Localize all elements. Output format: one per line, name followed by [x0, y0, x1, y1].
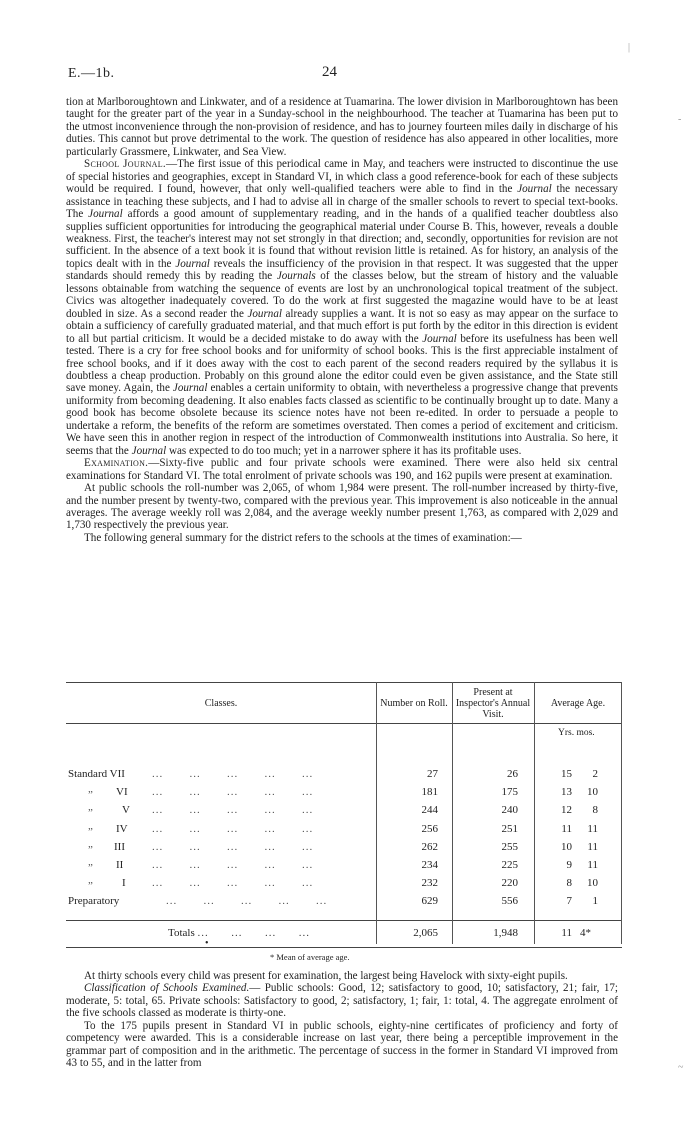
leader-dots: ... ... ... ... ...	[166, 895, 328, 908]
cell-roll: 256	[421, 822, 438, 835]
cell-mos: 11	[587, 822, 598, 835]
header-age: Average Age.	[550, 697, 606, 709]
cell-roll: 244	[421, 804, 438, 817]
row-label: Standard VII	[68, 768, 125, 780]
paragraph-classification: Classification of Schools Examined.— Public schools: Good, 12; satisfactory to good, 10; satisfactory, 21; fair, 17; moderate, 5: total, 65. Private schools: Satisfactory to good, 2; satisfactory, 1; fair, 1: total, 4. The aggregate enrolment of the five schools classed as moderate is thirty-one.	[66, 982, 619, 1020]
row-label: VI	[116, 786, 128, 799]
margin-mark: -	[678, 114, 682, 125]
ditto-mark: „	[88, 837, 93, 850]
header-roll: Number on Roll.	[380, 697, 448, 709]
table-body	[66, 724, 622, 920]
cell-mos: 10	[587, 786, 598, 799]
cell-yrs: 10	[561, 840, 572, 853]
row-label: Preparatory	[68, 895, 120, 908]
cell-roll: 232	[421, 877, 438, 890]
cell-yrs: 13	[561, 786, 572, 799]
table-row	[66, 856, 622, 875]
ditto-mark: „	[88, 801, 93, 814]
table-row	[66, 895, 622, 911]
table-row	[66, 768, 622, 784]
totals-yrs: 11	[561, 927, 572, 939]
header-present: Present at Inspector's Annual Visit.	[455, 686, 531, 720]
leader-dots: ... ... ... ... ...	[152, 768, 314, 780]
cell-yrs: 11	[561, 822, 572, 835]
age-units: Yrs. mos.	[558, 728, 595, 738]
totals-label: Totals ... ... ... ...	[168, 927, 310, 939]
cell-roll: 234	[421, 859, 438, 871]
cell-roll: 262	[421, 840, 438, 853]
cell-mos: 11	[587, 859, 598, 871]
footnote-marker: •	[205, 938, 209, 949]
ditto-mark: „	[88, 819, 93, 832]
leader-dots: ... ... ... ... ...	[152, 786, 314, 799]
totals-roll: 2,065	[413, 927, 438, 939]
cell-present: 255	[501, 840, 518, 853]
row-label: I	[122, 877, 126, 890]
cell-present: 220	[501, 877, 518, 890]
table-row	[66, 819, 622, 839]
ditto-mark: „	[88, 856, 93, 868]
paragraph-examination: Examination.—Sixty-five public and four private schools were examined. There were also held six central examinations for Standard VI. The total enrolment of private schools was 190, and 162 pupils were present at examination.	[66, 457, 618, 482]
totals-present: 1,948	[493, 927, 518, 939]
cell-present: 251	[501, 822, 518, 835]
row-label: II	[116, 859, 124, 871]
column-divider	[376, 682, 377, 944]
cell-mos: 8	[592, 804, 598, 817]
cell-mos: 1	[592, 895, 598, 908]
document-reference: E.—1b.	[68, 66, 115, 81]
cell-yrs: 12	[561, 804, 572, 817]
row-label: III	[114, 840, 125, 853]
margin-mark: ~	[678, 1062, 684, 1073]
leader-dots: ... ... ... ... ...	[152, 877, 314, 890]
paragraph-school-journal: School Journal.—The first issue of this periodical came in May, and teachers were instructed to discontinue the use of special histories and geographies, except in Standard VI, in which class a good reference-book for each of these subjects would be required. I found, however, that only well-qualified teachers were able to find in the Journal the necessary assistance in teaching these subjects, and I had to advise all in charge of the smaller schools to revert to special text-books. The Journal affords a good amount of supplementary reading, and in the hands of a qualified teacher doubtless also supplies sufficient opportunities for introducing the geographical material under Course B. This, however, reveals a double weakness. First, the teacher's interest may not set strongly in that direction; and, secondly, opportunities for revision are not sufficient. In the absence of a text book it is found that without revision little is retained. As for history, an analysis of the topics dealt with in the Journal reveals the insufficiency of the provision in that respect. It was suggested that the upper standards should remedy this by reading the Journals of the classes below, but the stream of history and the valuable lessons obtainable from watching the sequence of events are lost by an unchronological topical treatment of the subject. Civics was altogether inadequately covered. To do the work at first suggested the magazine would have to be at least doubled in size. As a second reader the Journal already supplies a want. It is not so easy as may appear on the surface to obtain a sufficiency of carefully graduated material, and that much effort is put forth by the editor in this direction is evident to all but partial criticism. It would be a decided mistake to do away with the Journal before its usefulness has been well tested. There is a cry for free school books and for uniformity of school books. This is the first appreciable instalment of free school books, and if it does away with the cost to each parent of the second readers required by the syllabus it is doubtless a cheap production. Probably on this ground alone the editor could even be given assistance, and the State still save money. Again, the Journal enables a certain uniformity to obtain, with nevertheless a progressive change that prevents uniformity from becoming deadening. It also enables facts classed as scientific to be continually brought up to date. Many a good book has become obsolete because its science notes have not been re-edited. In order to persuade a people to undertake a reform, the benefits of the reform are sometimes overstated. Then comes a period of excitement and criticism. We have seen this in another region in respect of the introduction of Commonwealth institutions into Australia. So here, it seems that the Journal was expected to do too much; yet in a narrower sphere it has its profitable uses.	[66, 158, 619, 457]
paragraph-summary-intro: The following general summary for the district refers to the schools at the times of examination:—	[84, 531, 522, 544]
heading-school-journal: School Journal.	[84, 158, 167, 171]
summary-table	[66, 682, 622, 948]
table-row	[66, 874, 622, 893]
table-header	[66, 682, 622, 724]
cell-present: 240	[501, 804, 518, 817]
cell-roll: 629	[421, 895, 438, 908]
table-row	[66, 801, 622, 820]
cell-mos: 11	[587, 840, 598, 853]
cell-yrs: 8	[566, 877, 572, 890]
ditto-mark: „	[88, 874, 93, 887]
cell-present: 26	[507, 768, 518, 780]
cell-roll: 27	[427, 768, 438, 780]
column-divider	[621, 682, 622, 944]
heading-classification: Classification of Schools Examined.	[84, 982, 250, 995]
cell-present: 175	[501, 786, 518, 799]
page-number: 24	[322, 64, 337, 80]
paragraph-standard-vi: To the 175 pupils present in Standard VI in public schools, eighty-nine certificates of proficiency and forty of competency were awarded. This is a considerable increase on last year, there being a perceptible improvement in the grammar part of composition and in the arithmetic. The percentage of success in the former in Standard VI improved from 43 to 55, and in the latter from	[66, 1019, 618, 1070]
cell-mos: 2	[592, 768, 598, 780]
body-text-bottom	[66, 970, 618, 1070]
ditto-mark: „	[88, 783, 93, 796]
row-label: IV	[116, 822, 128, 835]
table-totals	[66, 920, 622, 948]
paragraph-roll-number: At public schools the roll-number was 2,065, of whom 1,984 were present. The roll-number increased by thirty-five, and the number present by twenty-two, compared with the previous year. This improvement is also noticeable in the annual averages. The average weekly roll was 2,084, and the average weekly number present 1,763, as compared with 2,029 and 1,730 respectively the previous year.	[66, 482, 618, 532]
paragraph-thirty-schools: At thirty schools every child was present for examination, the largest being Havelock with sixty-eight pupils.	[84, 970, 568, 982]
margin-mark: |	[628, 42, 631, 53]
column-divider	[452, 682, 453, 944]
column-divider	[534, 682, 535, 944]
row-label: V	[122, 804, 130, 817]
table-footnote: * Mean of average age.	[270, 952, 350, 962]
paragraph-residence: tion at Marlboroughtown and Linkwater, and of a residence at Tuamarina. The lower division in Marlboroughtown has been taught for the greater part of the year in a Sunday-school in the neighbourhood. The teacher at Tuamarina has been put to the utmost inconvenience through the non-provision of residence, and has to journey fourteen miles daily in discharge of his duties. This cannot but prove detrimental to the work. The question of residence has also appeared in other localities, more particularly Grassmere, Linkwater, and Sea View.	[66, 96, 618, 158]
leader-dots: ... ... ... ... ...	[152, 804, 314, 817]
cell-yrs: 9	[566, 859, 572, 871]
cell-yrs: 15	[561, 768, 572, 780]
body-text-top	[66, 96, 618, 544]
leader-dots: ... ... ... ... ...	[152, 822, 314, 835]
table-row	[66, 837, 622, 857]
totals-mos: 4*	[580, 927, 591, 939]
table-row	[66, 783, 622, 802]
cell-present: 225	[501, 859, 518, 871]
leader-dots: ... ... ... ... ...	[152, 840, 314, 853]
header-classes: Classes.	[204, 697, 238, 709]
cell-yrs: 7	[566, 895, 572, 908]
heading-examination: Examination.	[84, 457, 149, 470]
cell-mos: 10	[587, 877, 598, 890]
cell-present: 556	[501, 895, 518, 908]
cell-roll: 181	[421, 786, 438, 799]
leader-dots: ... ... ... ... ...	[152, 859, 314, 871]
